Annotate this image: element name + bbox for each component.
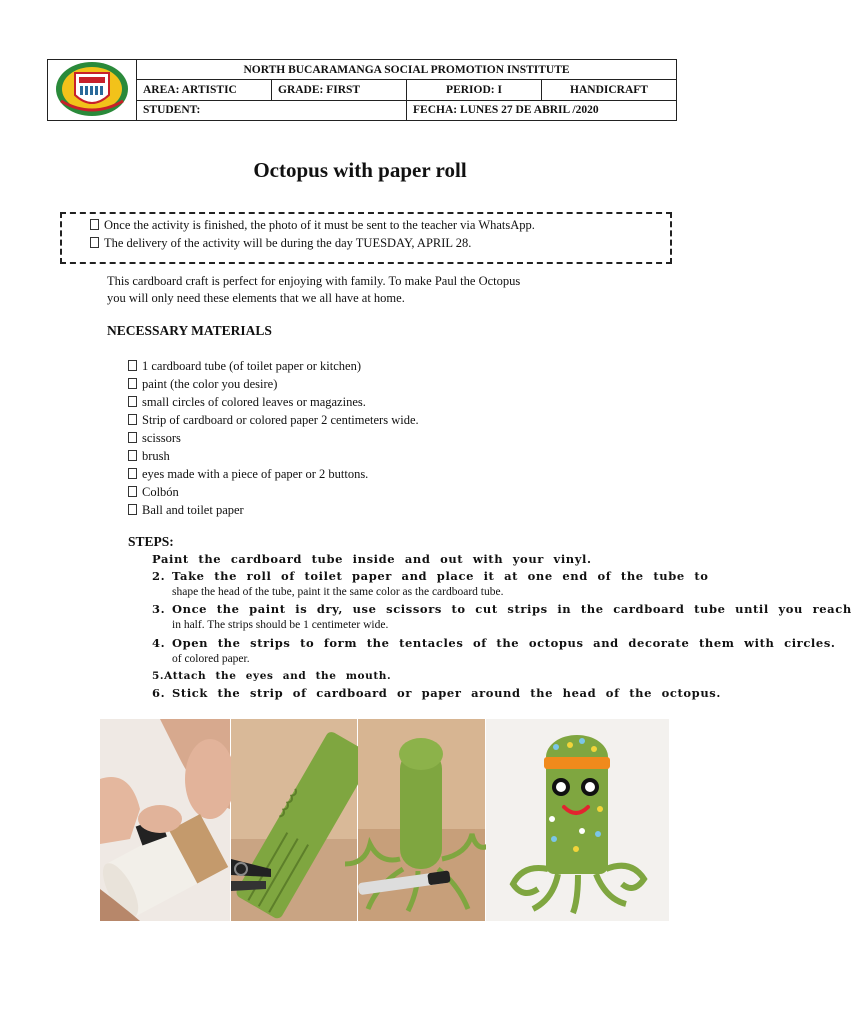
checkbox-bullet-icon — [128, 414, 137, 425]
checkbox-bullet-icon — [128, 360, 137, 371]
subject-cell: HANDICRAFT — [542, 80, 677, 100]
checkbox-bullet-icon — [90, 237, 99, 248]
page-title: Octopus with paper roll — [253, 158, 467, 182]
area-cell: AREA: ARTISTIC — [137, 80, 272, 100]
checkbox-bullet-icon — [128, 450, 137, 461]
checkbox-bullet-icon — [128, 468, 137, 479]
list-item: 1 cardboard tube (of toilet paper or kitchen) — [128, 357, 419, 375]
school-logo-icon — [55, 61, 129, 117]
materials-list — [128, 357, 419, 519]
list-item: brush — [128, 447, 419, 465]
open-tentacles-photo — [358, 719, 485, 921]
list-item: Strip of cardboard or colored paper 2 centimeters wide. — [128, 411, 419, 429]
step-4-detail: of colored paper. — [172, 653, 250, 665]
list-item: eyes made with a piece of paper or 2 buttons. — [128, 465, 419, 483]
checkbox-bullet-icon — [128, 486, 137, 497]
finished-octopus-photo — [486, 719, 669, 921]
list-item: scissors — [128, 429, 419, 447]
date-cell: FECHA: LUNES 27 DE ABRIL /2020 — [407, 100, 677, 120]
step-3-detail: in half. The strips should be 1 centimeter wide. — [172, 619, 389, 631]
cut-strips-photo — [231, 719, 357, 921]
notice-box — [60, 212, 672, 264]
list-item: small circles of colored leaves or magazines. — [128, 393, 419, 411]
intro-paragraph: This cardboard craft is perfect for enjoying with family. To make Paul the Octopus you will only need these elements that we all have at home. — [107, 274, 521, 305]
institute-name: NORTH BUCARAMANGA SOCIAL PROMOTION INSTITUTE — [137, 60, 677, 80]
step-1: Paint the cardboard tube inside and out with your vinyl. — [152, 552, 592, 566]
steps-heading: STEPS: — [128, 534, 174, 549]
list-item: paint (the color you desire) — [128, 375, 419, 393]
checkbox-bullet-icon — [90, 219, 99, 230]
checkbox-bullet-icon — [128, 432, 137, 443]
header-table — [47, 59, 677, 121]
step-5: 5.Attach the eyes and the mouth. — [152, 670, 392, 682]
checkbox-bullet-icon — [128, 378, 137, 389]
photo-strip — [100, 719, 669, 921]
step-6: 6. Stick the strip of cardboard or paper around the head of the octopus. — [152, 686, 721, 700]
step-4: 4. Open the strips to form the tentacles of the octopus and decorate them with circles. — [152, 636, 836, 650]
list-item: Ball and toilet paper — [128, 501, 419, 519]
painting-tube-photo — [100, 719, 230, 921]
step-2: 2. Take the roll of toilet paper and place it at one end of the tube to — [152, 569, 709, 583]
notice-line-2: The delivery of the activity will be during the day TUESDAY, APRIL 28. — [90, 236, 471, 251]
step-3: 3. Once the paint is dry, use scissors to cut strips in the cardboard tube until you reach — [152, 602, 852, 616]
notice-line-1: Once the activity is finished, the photo of it must be sent to the teacher via WhatsApp. — [90, 218, 535, 233]
grade-cell: GRADE: FIRST — [272, 80, 407, 100]
step-2-detail: shape the head of the tube, paint it the same color as the cardboard tube. — [172, 586, 504, 598]
checkbox-bullet-icon — [128, 504, 137, 515]
school-logo-cell — [48, 60, 137, 121]
period-cell: PERIOD: I — [407, 80, 542, 100]
student-cell: STUDENT: — [137, 100, 407, 120]
checkbox-bullet-icon — [128, 396, 137, 407]
materials-heading: NECESSARY MATERIALS — [107, 323, 272, 338]
list-item: Colbón — [128, 483, 419, 501]
